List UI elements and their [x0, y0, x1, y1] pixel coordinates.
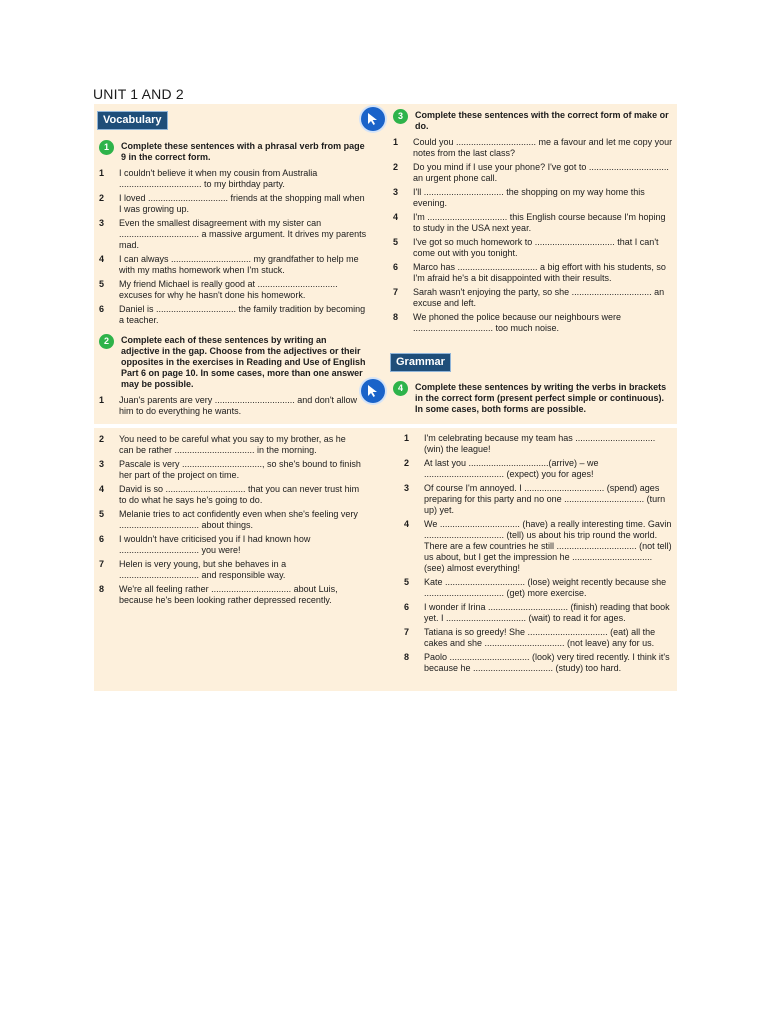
- item-text: Paolo ................................ (look) very tired recently. I think it's because he ................................ (study) too hard.: [424, 652, 670, 673]
- exercise-number-badge: 1: [99, 140, 114, 155]
- exercise-item: [99, 218, 367, 251]
- item-text: I loved ................................ friends at the shopping mall when I was growing up.: [119, 193, 365, 214]
- item-text: I can always ................................ my grandfather to help me with my maths homework when I'm stuck.: [119, 254, 359, 275]
- item-number: 3: [393, 187, 399, 197]
- exercise-item: [404, 433, 674, 455]
- item-text: Do you mind if I use your phone? I've got to ................................ an urgent phone call.: [413, 162, 669, 183]
- exercise-item: [99, 395, 367, 417]
- item-number: 5: [99, 509, 105, 519]
- item-text: Daniel is ................................ the family tradition by becoming a teacher.: [119, 304, 366, 325]
- item-number: 8: [404, 652, 410, 662]
- item-text: Kate ................................ (lose) weight recently because she ................................ (get) more exercise.: [424, 577, 667, 598]
- item-text: We're all feeling rather ................................ about Luis, because he's been looking rather depressed recently.: [119, 584, 338, 605]
- item-text: Tatiana is so greedy! She ................................ (eat) all the cakes and she ................................ (not leave) any for us.: [424, 627, 656, 648]
- item-text: Of course I'm annoyed. I ................................ (spend) ages preparing for this party and no one ................................ (turn up) yet.: [424, 483, 666, 515]
- item-text: Melanie tries to act confidently even when she's feeling very ................................ about things.: [119, 509, 358, 530]
- item-text: Sarah wasn't enjoying the party, so she ................................ an excuse and left.: [413, 287, 665, 308]
- item-number: 6: [99, 534, 105, 544]
- item-text: Could you ................................ me a favour and let me copy your notes from the last class?: [413, 137, 673, 158]
- cursor-badge-icon: [361, 107, 385, 131]
- exercise-item: [404, 627, 674, 649]
- instruction-text: Complete these sentences by writing the verbs in brackets in the correct form (present perfect simple or continuous). In some cases, both forms are possible.: [415, 382, 667, 414]
- item-number: 1: [404, 433, 410, 443]
- item-number: 8: [393, 312, 399, 322]
- exercise-number-badge: 2: [99, 334, 114, 349]
- exercise-item: [99, 193, 367, 215]
- instruction-text: Complete these sentences with the correct form of make or do.: [415, 110, 669, 131]
- item-text: I'm ................................ this English course because I'm hoping to study in the USA next year.: [413, 212, 666, 233]
- instruction-text: Complete each of these sentences by writing an adjective in the gap. Choose from the adjectives or their opposites in the exercises in Reading and Use of English Part 6 on page 10. In some cases, more than one answer may be possible.: [121, 335, 366, 389]
- item-text: I've got so much homework to ................................ that I can't come out with you tonight.: [413, 237, 659, 258]
- exercise-item: [99, 459, 361, 481]
- item-number: 2: [99, 193, 105, 203]
- exercise-item: [393, 312, 673, 334]
- item-number: 7: [404, 627, 410, 637]
- item-number: 1: [99, 395, 105, 405]
- item-text: At last you ................................(arrive) – we ................................ (expect) you for ages!: [424, 458, 599, 479]
- exercise-item: [393, 287, 673, 309]
- item-text: I couldn't believe it when my cousin from Australia ................................. to my birthday party.: [119, 168, 318, 189]
- grammar-header: Grammar: [390, 353, 451, 372]
- exercise-item: [404, 652, 674, 674]
- exercise-4: [393, 382, 673, 420]
- item-number: 7: [393, 287, 399, 297]
- item-number: 4: [99, 484, 105, 494]
- exercise-item: [404, 577, 674, 599]
- item-number: 5: [99, 279, 105, 289]
- exercise-instruction: [393, 110, 673, 132]
- item-number: 6: [393, 262, 399, 272]
- item-number: 4: [393, 212, 399, 222]
- item-number: 3: [99, 218, 105, 228]
- exercise-item: [393, 262, 673, 284]
- item-number: 5: [393, 237, 399, 247]
- item-number: 3: [404, 483, 410, 493]
- exercise-2: [99, 335, 367, 420]
- item-number: 2: [99, 434, 105, 444]
- item-number: 4: [404, 519, 410, 529]
- exercise-item: [404, 602, 674, 624]
- exercise-item: [393, 162, 673, 184]
- item-number: 2: [393, 162, 399, 172]
- exercise-4-items: [404, 433, 674, 677]
- page-title: UNIT 1 AND 2: [93, 86, 184, 102]
- item-text: Pascale is very ................................, so she's bound to finish her part of the project on time.: [119, 459, 361, 480]
- exercise-number-badge: 4: [393, 381, 408, 396]
- item-text: I'll ................................ the shopping on my way home this evening.: [413, 187, 645, 208]
- item-text: Helen is very young, but she behaves in a ................................ and responsible way.: [119, 559, 287, 580]
- item-number: 1: [393, 137, 399, 147]
- item-number: 1: [99, 168, 105, 178]
- exercise-item: [99, 484, 361, 506]
- item-number: 6: [404, 602, 410, 612]
- item-text: David is so ................................ that you can never trust him to do what he says he's going to do.: [119, 484, 360, 505]
- exercise-number-badge: 3: [393, 109, 408, 124]
- exercise-item: [99, 304, 367, 326]
- exercise-2-continued: [99, 434, 361, 609]
- item-text: We ................................ (have) a really interesting time. Gavin ................................ (tell) us about his trip round the world. There are a few countries he still ................................ (not tell) us about, but I get the impression he ................................ (see) almost everything!: [424, 519, 672, 573]
- exercise-item: [99, 584, 361, 606]
- exercise-1: [99, 141, 367, 329]
- exercise-item: [99, 434, 361, 456]
- exercise-item: [404, 519, 674, 574]
- instruction-text: Complete these sentences with a phrasal verb from page 9 in the correct form.: [121, 141, 365, 162]
- item-text: Juan's parents are very ................................ and don't allow him to do everything he wants.: [119, 395, 358, 416]
- exercise-item: [99, 534, 361, 556]
- exercise-item: [99, 254, 367, 276]
- exercise-item: [99, 168, 367, 190]
- exercise-item: [404, 458, 674, 480]
- item-number: 2: [404, 458, 410, 468]
- exercise-item: [393, 187, 673, 209]
- item-number: 8: [99, 584, 105, 594]
- item-text: My friend Michael is really good at ................................ excuses for why he hasn't done his homework.: [119, 279, 338, 300]
- exercise-instruction: [393, 382, 673, 415]
- exercise-item: [393, 137, 673, 159]
- item-text: Even the smallest disagreement with my sister can ................................ a massive argument. It drives my parents mad.: [119, 218, 367, 250]
- exercise-item: [99, 509, 361, 531]
- exercise-3: [393, 110, 673, 337]
- item-text: We phoned the police because our neighbours were ................................ too much noise.: [413, 312, 621, 333]
- item-number: 3: [99, 459, 105, 469]
- exercise-item: [404, 483, 674, 516]
- vocabulary-header: Vocabulary: [97, 111, 168, 130]
- item-number: 7: [99, 559, 105, 569]
- item-text: I'm celebrating because my team has ................................ (win) the league!: [424, 433, 656, 454]
- item-number: 5: [404, 577, 410, 587]
- exercise-instruction: [99, 141, 367, 163]
- item-text: Marco has ................................ a big effort with his students, so I'm afraid he's a bit disappointed with their results.: [413, 262, 666, 283]
- exercise-item: [99, 279, 367, 301]
- exercise-item: [393, 212, 673, 234]
- exercise-item: [99, 559, 361, 581]
- item-number: 4: [99, 254, 105, 264]
- item-text: I wouldn't have criticised you if I had known how ................................ you were!: [119, 534, 311, 555]
- item-number: 6: [99, 304, 105, 314]
- exercise-instruction: [99, 335, 367, 390]
- item-text: You need to be careful what you say to my brother, as he can be rather ................................ in the morning.: [119, 434, 346, 455]
- item-text: I wonder if Irina ................................ (finish) reading that book yet. I ................................ (wait) to read it for ages.: [424, 602, 670, 623]
- exercise-item: [393, 237, 673, 259]
